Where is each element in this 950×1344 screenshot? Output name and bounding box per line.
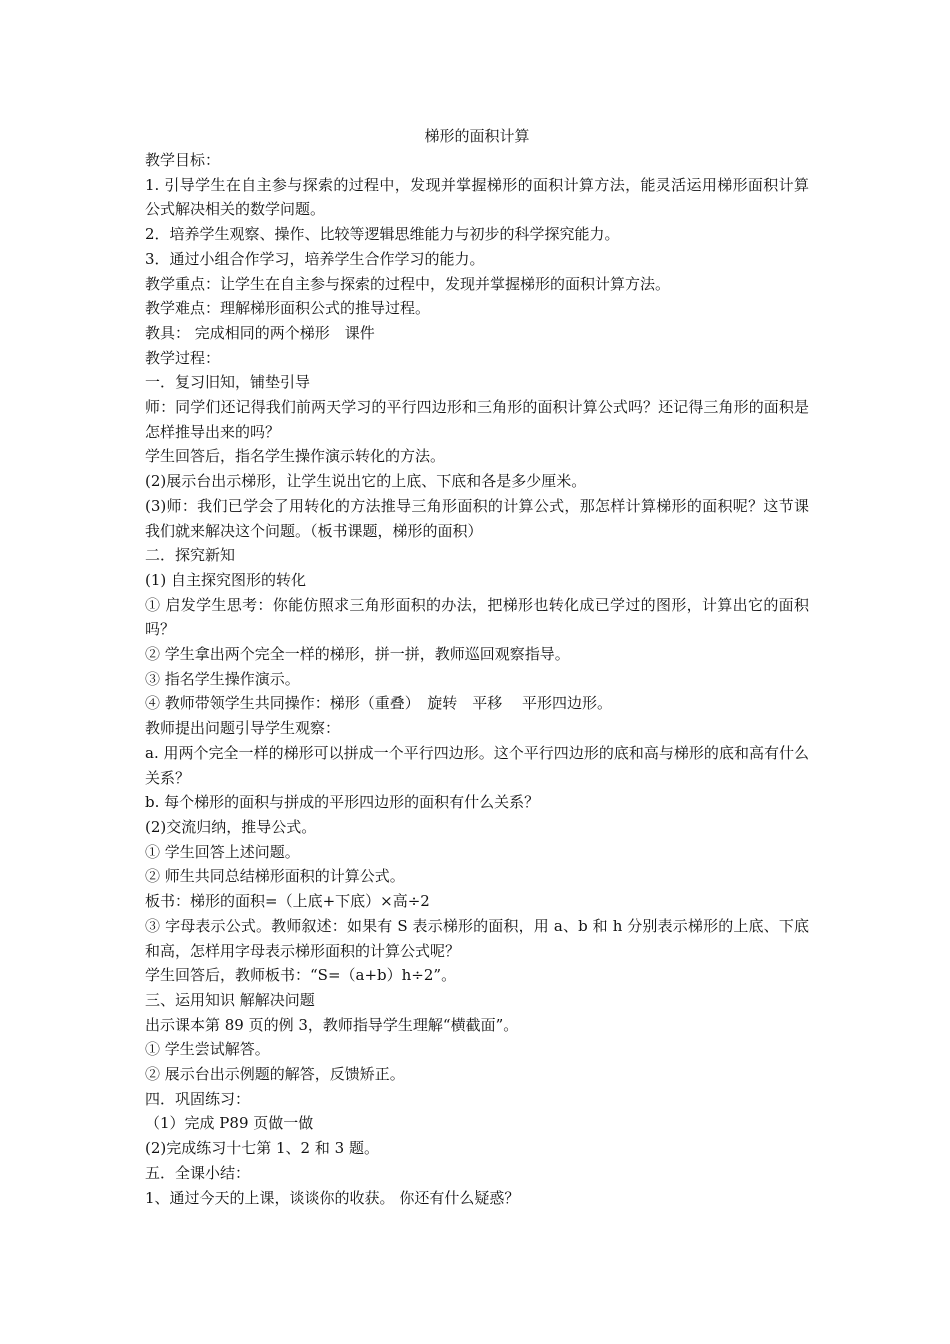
heading-review: 一．复习旧知，铺垫引导 [145, 373, 311, 392]
explore-item-3: ③ 指名学生操作演示。 [145, 669, 300, 688]
apply-example: 出示课本第 89 页的例 3，教师指导学生理解“横截面”。 [145, 1015, 519, 1034]
explore-item-1: ① 启发学生思考：你能仿照求三角形面积的办法，把梯形也转化成已学过的图形，计算出它的面积吗？ [145, 595, 809, 639]
summary-item-2: ② 师生共同总结梯形面积的计算公式。 [145, 867, 405, 886]
observe-question-a: a. 用两个完全一样的梯形可以拼成一个平行四边形。这个平行四边形的底和高与梯形的底和高有什么关系？ [145, 743, 809, 787]
key-point: 教学重点：让学生在自主参与探索的过程中，发现并掌握梯形的面积计算方法。 [145, 274, 671, 293]
explore-item-4: ④ 教师带领学生共同操作：梯形（重叠） 旋转 平移 平形四边形。 [145, 694, 613, 713]
review-step-2: (2)展示台出示梯形，让学生说出它的上底、下底和各是多少厘米。 [145, 472, 587, 491]
objective-1: 1. 引导学生在自主参与探索的过程中，发现并掌握梯形的面积计算方法，能灵活运用梯形面积计算公式解决相关的数学问题。 [145, 175, 809, 219]
summary-item-1: ① 学生回答上述问题。 [145, 842, 300, 861]
document-page [145, 124, 809, 1210]
board-formula: 板书：梯形的面积=（上底+下底）×高÷2 [145, 892, 430, 911]
heading-summary: 五．全课小结： [145, 1163, 251, 1182]
summary-question: 1、通过今天的上课，谈谈你的收获。 你还有什么疑惑？ [145, 1188, 520, 1207]
explore-sub-2: (2)交流归纳，推导公式。 [145, 817, 317, 836]
practice-item-2: (2)完成练习十七第 1、2 和 3 题。 [145, 1139, 379, 1158]
apply-item-1: ① 学生尝试解答。 [145, 1040, 270, 1059]
apply-item-2: ② 展示台出示例题的解答，反馈矫正。 [145, 1065, 405, 1084]
section-label-process: 教学过程： [145, 348, 221, 367]
section-label-objectives: 教学目标： [145, 151, 221, 169]
heading-apply: 三、运用知识 解解决问题 [145, 990, 315, 1009]
document-title: 梯形的面积计算 [424, 127, 530, 145]
review-demo: 学生回答后，指名学生操作演示转化的方法。 [145, 447, 446, 466]
heading-explore: 二．探究新知 [145, 546, 236, 565]
objective-3: 3．通过小组合作学习，培养学生合作学习的能力。 [145, 249, 485, 268]
practice-item-1: （1）完成 P89 页做一做 [145, 1114, 314, 1133]
objective-2: 2．培养学生观察、操作、比较等逻辑思维能力与初步的科学探究能力。 [145, 225, 620, 244]
review-question: 师：同学们还记得我们前两天学习的平行四边形和三角形的面积计算公式吗？还记得三角形的面积是怎样推导出来的吗？ [145, 398, 809, 441]
board-letter-formula: 学生回答后，教师板书：“S=（a+b）h÷2”。 [145, 966, 457, 985]
explore-item-2: ② 学生拿出两个完全一样的梯形，拼一拼，教师巡回观察指导。 [145, 645, 570, 664]
heading-practice: 四．巩固练习： [145, 1089, 251, 1108]
observe-prompt: 教师提出问题引导学生观察： [145, 719, 341, 738]
teaching-aids: 教具： 完成相同的两个梯形 课件 [145, 323, 375, 342]
explore-sub-1: (1) 自主探究图形的转化 [145, 570, 307, 589]
observe-question-b: b. 每个梯形的面积与拼成的平形四边形的面积有什么关系？ [145, 793, 540, 812]
letter-formula: ③ 字母表示公式。教师叙述：如果有 S 表示梯形的面积，用 a、b 和 h 分别表示梯形的上底、下底和高，怎样用字母表示梯形面积的计算公式呢？ [145, 916, 809, 960]
review-step-3: (3)师：我们已学会了用转化的方法推导三角形面积的计算公式，那怎样计算梯形的面积呢？这节课我们就来解决这个问题。（板书课题，梯形的面积） [145, 496, 809, 540]
difficult-point: 教学难点：理解梯形面积公式的推导过程。 [145, 299, 431, 318]
